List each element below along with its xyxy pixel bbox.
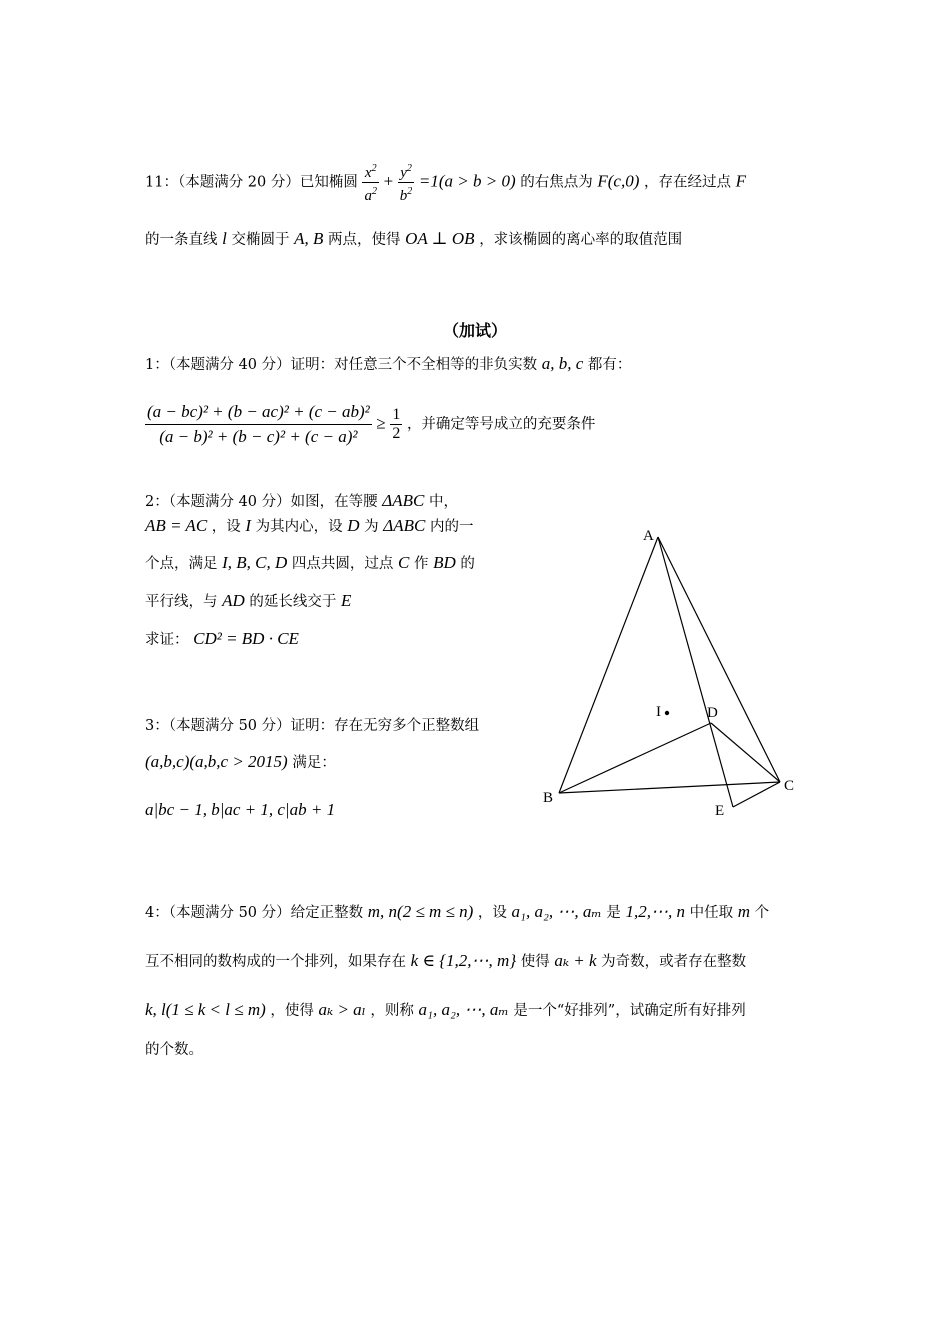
text-segment: ，求该椭圆的离心率的取值范围 [479, 232, 683, 248]
segment-ad: AD [222, 591, 245, 610]
claim-equation: CD² = BD · CE [193, 629, 299, 648]
text-segment: 互不相同的数构成的一个排列，如果存在 [145, 954, 406, 970]
problem-3-line-3 [145, 800, 335, 821]
point-c: C [398, 553, 410, 572]
label-d: D [707, 705, 718, 721]
text-segment: 为 [364, 519, 379, 535]
text-segment: 的延长线交于 [249, 594, 337, 610]
ak-plus-k: aₖ + k [554, 951, 597, 970]
fraction-y2-b2: $\frac{y^2}{b^2}$ [398, 160, 415, 205]
text-segment: 的一条直线 [145, 232, 218, 248]
geometry-figure [530, 520, 820, 830]
point-d: D [347, 516, 360, 535]
text-segment: 4：（本题满分 50 分）给定正整数 [145, 905, 364, 921]
inequality-fraction [145, 400, 372, 449]
problem-1-line-2 [145, 400, 595, 449]
kl-condition: k, l(1 ≤ k < l ≤ m) [145, 1000, 266, 1019]
text-segment: 1：（本题满分 40 分）证明：对任意三个不全相等的非负实数 [145, 357, 538, 373]
text-segment: 求证： [145, 632, 189, 648]
problem-4-line-1 [145, 902, 769, 923]
problem-4-line-3 [145, 1000, 746, 1021]
divisibility-conditions: a|bc − 1, b|ac + 1, c|ab + 1 [145, 800, 336, 819]
text-segment: ，使得 [270, 1003, 314, 1019]
text-segment: 使得 [520, 954, 550, 970]
text-segment: 为其内心，设 [255, 519, 343, 535]
problem-11-tail: ，存在经过点 [644, 174, 731, 191]
text-segment: 的 [460, 556, 475, 572]
segment-bd: BD [433, 553, 456, 572]
problem-11-prefix: 11：（本题满分 20 分）已知椭圆 [145, 174, 358, 191]
problem-4-line-4 [145, 1040, 203, 1060]
line-l: l [222, 229, 227, 248]
fraction-one-half [390, 406, 402, 443]
segment-ae-line [658, 537, 733, 807]
text-segment: 中任取 [689, 905, 734, 921]
text-segment: 个 [754, 905, 770, 921]
segment-dc-line [711, 723, 780, 782]
points-ibcd: I, B, C, D [222, 553, 288, 572]
triangle-abc: ΔABC [383, 516, 426, 535]
problem-11-mid: 的右焦点为 [520, 174, 593, 191]
text-segment: 四点共圆，过点 [291, 556, 394, 572]
text-segment: 个点，满足 [145, 556, 218, 572]
k-in-set: k ∈ {1,2,⋯, m} [410, 951, 517, 970]
problem-3-line-2 [145, 752, 336, 773]
problem-11-line-2 [145, 229, 682, 250]
label-e: E [715, 803, 725, 819]
half-denominator: 2 [392, 425, 401, 442]
text-segment: 内的一 [429, 519, 474, 535]
text-segment: 作 [413, 556, 429, 572]
fraction-x2-a2: $\frac{x^2}{a^2}$ [362, 160, 379, 205]
problem-2-line-1 [145, 491, 458, 512]
text-segment: 的个数。 [145, 1042, 203, 1058]
point-f: F [735, 171, 746, 191]
problem-2-line-3 [145, 553, 475, 574]
mn-condition: m, n(2 ≤ m ≤ n) [367, 902, 474, 921]
point-i: I [245, 516, 252, 535]
text-segment: 满足： [292, 755, 336, 771]
text-segment: ，则称 [370, 1003, 414, 1019]
problem-3-line-1 [145, 716, 479, 736]
set-1-to-n: 1,2,⋯, n [625, 902, 685, 921]
text-segment: 中， [428, 494, 458, 510]
perpendicular-condition: OA ⊥ OB [405, 229, 475, 248]
problem-2-line-5 [145, 629, 299, 650]
text-segment: 都有： [587, 357, 632, 373]
variables-abc: a, b, c [541, 354, 584, 373]
half-numerator: 1 [392, 406, 401, 423]
text-segment: 是 [606, 905, 621, 921]
label-c: C [784, 778, 795, 794]
section-title: （加试） [442, 321, 507, 340]
focus-point: F(c,0) [597, 171, 640, 191]
triple-condition: (a,b,c)(a,b,c > 2015) [145, 752, 288, 771]
text-segment: 是一个“好排列”，试确定所有好排列 [513, 1003, 746, 1019]
segment-ce-line [733, 782, 780, 807]
problem-2-line-4 [145, 591, 351, 612]
problem-11-line-1: 11：（本题满分 20 分）已知椭圆 $\frac{x^2}{a^2}$ + $\frac{y^2}{b^2}$ =1(a > b > 0) 的右焦点为 F(c,0) ，存在经过点 F [145, 160, 746, 205]
var-m: m [737, 902, 750, 921]
equation-ab-ac: AB = AC [145, 516, 208, 535]
problem-4-line-2 [145, 951, 746, 972]
ak-gt-al: aₖ > aₗ [318, 1000, 366, 1019]
sequence-a: a₁, a₂, ⋯, aₘ [418, 1000, 509, 1019]
fraction-numerator: (a − bc)² + (b − ac)² + (c − ab)² [145, 400, 372, 425]
text-segment: ，并确定等号成立的充要条件 [406, 416, 596, 433]
label-b: B [543, 790, 554, 806]
text-segment: ，设 [477, 905, 507, 921]
sequence-a: a₁, a₂, ⋯, aₘ [511, 902, 602, 921]
ellipse-condition: =1(a > b > 0) [418, 171, 516, 191]
text-segment: 3：（本题满分 50 分）证明：存在无穷多个正整数组 [145, 718, 480, 734]
problem-1-line-1 [145, 354, 631, 375]
point-e: E [341, 591, 352, 610]
geq-sign: ≥ [376, 413, 386, 433]
text-segment: 为奇数，或者存在整数 [601, 954, 747, 970]
segment-ac-line [658, 537, 780, 782]
points-ab: A, B [294, 229, 324, 248]
problem-2-line-2 [145, 516, 473, 537]
text-segment: 平行线，与 [145, 594, 218, 610]
fraction-denominator: (a − b)² + (b − c)² + (c − a)² [159, 427, 358, 446]
label-i: I [656, 704, 661, 720]
triangle-abc: ΔABC [382, 491, 425, 510]
text-segment: 两点，使得 [327, 232, 401, 248]
incenter-dot [665, 711, 669, 715]
segment-bc-line [559, 782, 780, 793]
text-segment: 交椭圆于 [231, 232, 290, 248]
text-segment: 2：（本题满分 40 分）如图，在等腰 [145, 494, 378, 510]
text-segment: ，设 [211, 519, 241, 535]
label-a: A [643, 528, 654, 544]
